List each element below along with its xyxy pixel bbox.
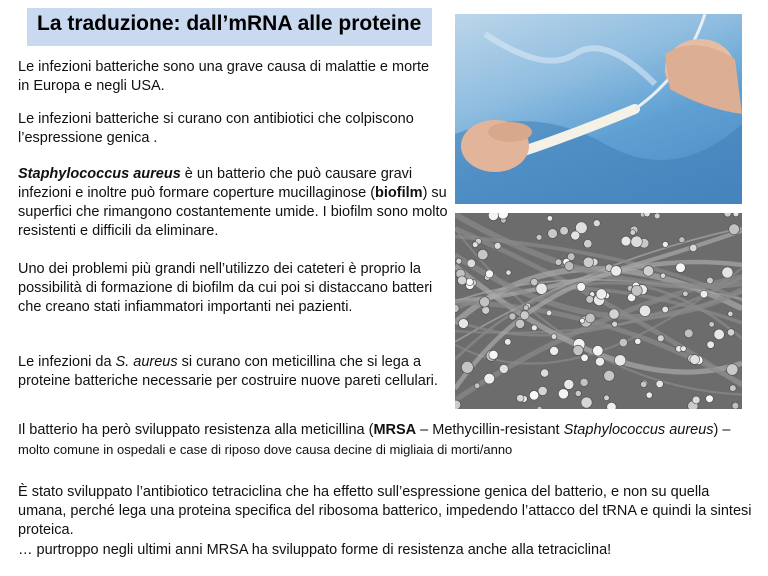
text-segment: ) –	[713, 422, 731, 438]
paragraph-methicillin	[18, 353, 448, 391]
biofilm-micrograph	[455, 213, 742, 409]
paragraph-catheters: Uno dei problemi più grandi nell’utilizzo dei cateteri è proprio la possibilità di formazione di biofilm da cui poi si distaccano batteri che creano stati infiammatori importanti nei pazienti.	[18, 261, 433, 315]
text-segment: Le infezioni da	[18, 354, 116, 370]
text-segment: – Methycillin-resistant	[416, 422, 564, 438]
paragraph-mrsa	[18, 421, 748, 460]
paragraph-antibiotics: Le infezioni batteriche si curano con antibiotici che colpiscono l’espressione genica .	[18, 111, 414, 146]
slide-title: La traduzione: dall’mRNA alle proteine	[27, 8, 432, 46]
mrsa-term: MRSA	[373, 422, 417, 438]
mrsa-note: molto comune in ospedali e case di riposo dove causa decine di migliaia di morti/anno	[18, 442, 513, 457]
species-name: Staphylococcus aureus	[18, 166, 181, 182]
species-name: Staphylococcus aureus	[563, 422, 714, 438]
paragraph-tetracycline: È stato sviluppato l’antibiotico tetraciclina che ha effetto sull’espressione genica del batterio, e non su quella umana, perché lega una proteina specifica del ribosoma batterico, impedendo l’attacco del tRNA e quindi la sintesi proteica.	[18, 484, 752, 538]
paragraph-infections: Le infezioni batteriche sono una grave causa di malattie e morte in Europa e negli USA.	[18, 59, 430, 94]
biofilm-term: biofilm	[375, 185, 423, 201]
text-segment: ) su superfici che rimangono costantemente umide. I biofilm sono molto resistenti e difficili da eliminare.	[18, 185, 448, 239]
paragraph-resistance: … purtroppo negli ultimi anni MRSA ha sviluppato forme di resistenza anche alla tetraciclina!	[18, 542, 612, 558]
text-segment: è un batterio che può causare gravi infezioni e inoltre può formare coperture mucillaginose (	[18, 166, 413, 201]
catheter-photo	[455, 14, 742, 204]
text-segment: Il batterio ha però sviluppato resistenza alla meticillina (	[18, 422, 374, 438]
text-segment: si curano con meticillina che si lega a proteine batteriche necessarie per costruire nuove pareti cellulari.	[18, 354, 438, 389]
paragraph-staphylococcus	[18, 165, 448, 241]
species-name: S. aureus	[115, 354, 178, 370]
